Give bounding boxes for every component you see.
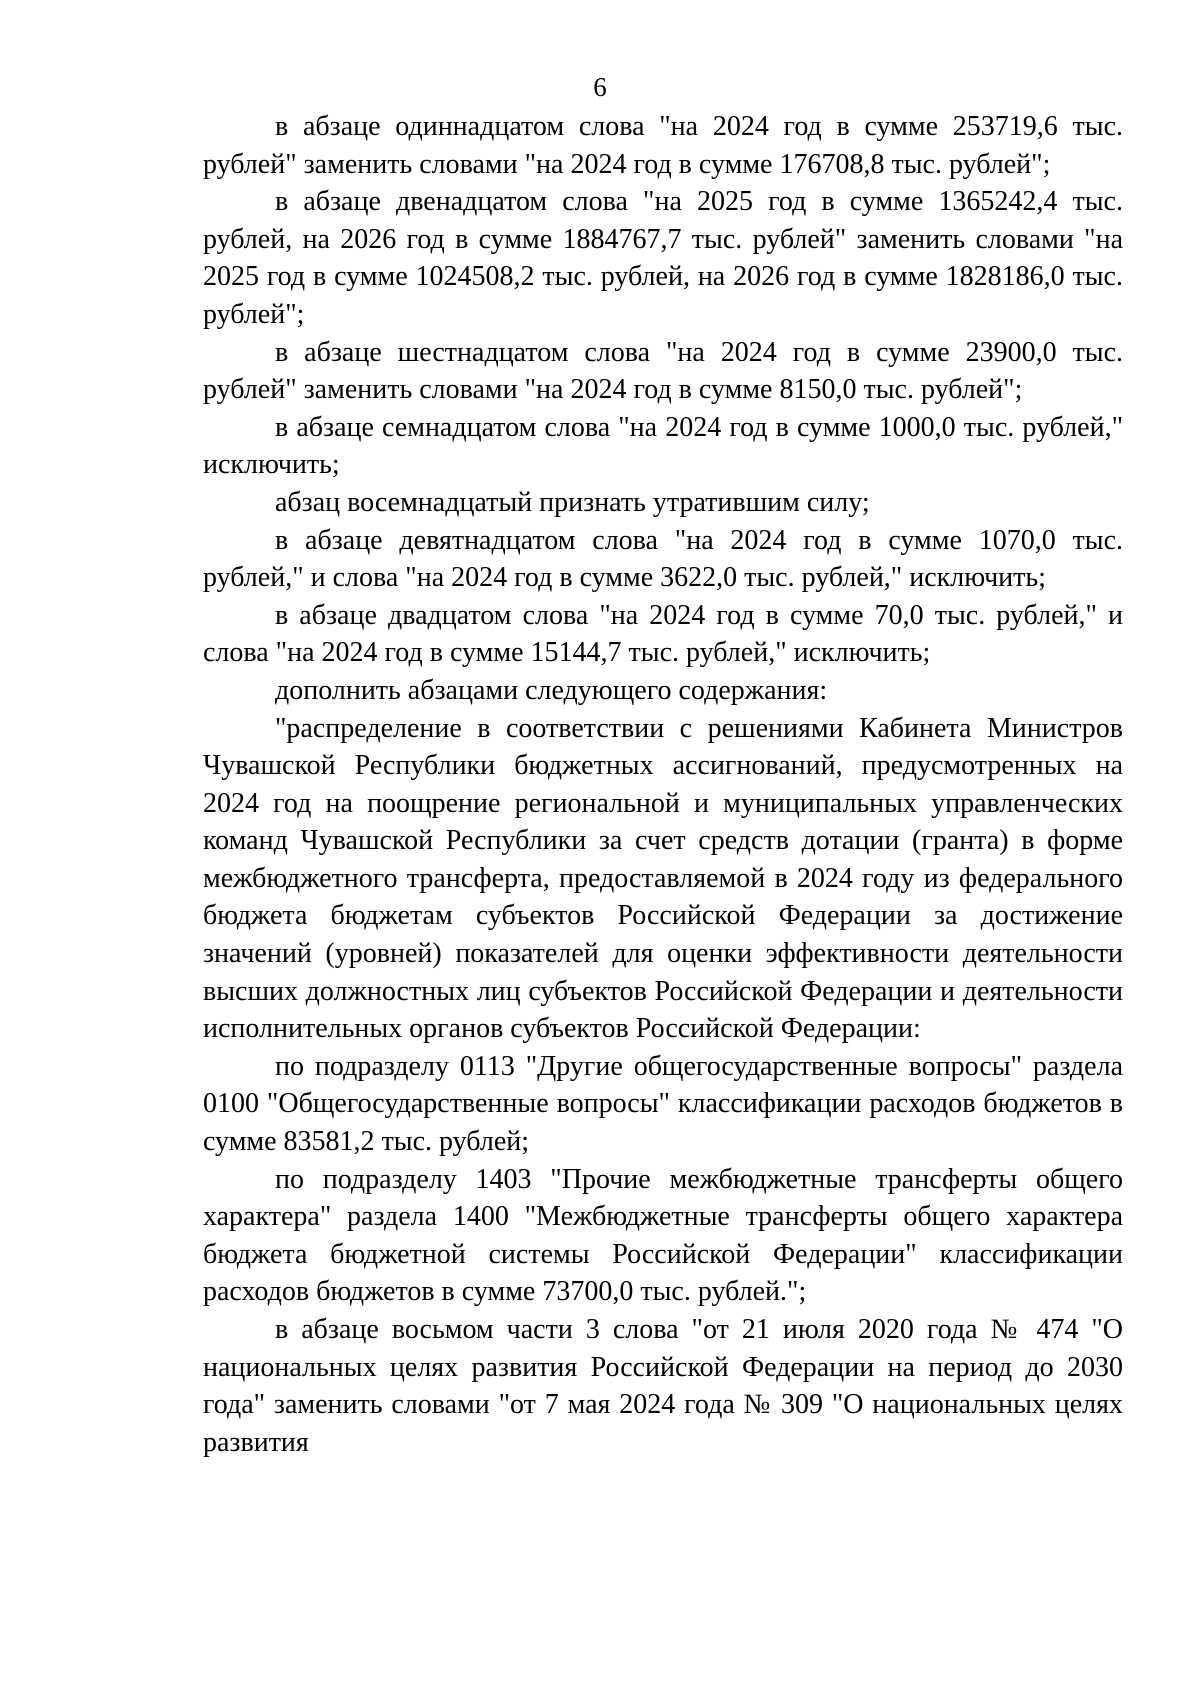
paragraph: в абзаце восьмом части 3 слова "от 21 июля 2020 года № 474 "О национальных целях развития Российской Федерации на период до 2030 года" заменить словами "от 7 мая 2024 года № 309 "О национальных целях развития [203,1314,1123,1458]
paragraph: в абзаце двадцатом слова "на 2024 год в сумме 70,0 тыс. рублей," и слова "на 2024 год в сумме 15144,7 тыс. рублей," исключить; [203,599,1123,669]
document-body [203,108,1123,1461]
paragraph: в абзаце шестнадцатом слова "на 2024 год в сумме 23900,0 тыс. рублей" заменить словами "на 2024 год в сумме 8150,0 тыс. рублей"; [203,336,1123,406]
paragraph: по подразделу 0113 "Другие общегосударственные вопросы" раздела 0100 "Общегосударственные вопросы" классификации расходов бюджетов в сумме 83581,2 тыс. рублей; [203,1050,1123,1158]
paragraph: в абзаце одиннадцатом слова "на 2024 год в сумме 253719,6 тыс. рублей" заменить словами "на 2024 год в сумме 176708,8 тыс. рублей"; [203,111,1123,180]
paragraph: "распределение в соответствии с решениями Кабинета Министров Чувашской Республики бюджетных ассигнований, предусмотренных на 2024 год на поощрение региональной и муниципальных управленческих команд Чувашской Республики за счет средств дотации (гранта) в форме межбюджетного трансферта, предоставляемой в 2024 году из федерального бюджета бюджетам субъектов Российской Федерации за достижение значений (уровней) показателей для оценки эффективности деятельности высших должностных лиц субъектов Российской Федерации и деятельности исполнительных органов субъектов Российской Федерации: [203,712,1123,1045]
paragraph: абзац восемнадцатый признать утратившим силу; [275,486,870,518]
paragraph: в абзаце двенадцатом слова "на 2025 год в сумме 1365242,4 тыс. рублей, на 2026 год в сумме 1884767,7 тыс. рублей" заменить словами "на 2025 год в сумме 1024508,2 тыс. рублей, на 2026 год в сумме 1828186,0 тыс. рублей"; [203,186,1123,330]
paragraph: дополнить абзацами следующего содержания: [275,674,828,706]
paragraph: по подразделу 1403 "Прочие межбюджетные трансферты общего характера" раздела 1400 "Межбюджетные трансферты общего характера бюджета бюджетной системы Российской Федерации" классификации расходов бюджетов в сумме 73700,0 тыс. рублей."; [203,1163,1123,1308]
paragraph: в абзаце девятнадцатом слова "на 2024 год в сумме 1070,0 тыс. рублей," и слова "на 2024 год в сумме 3622,0 тыс. рублей," исключить; [203,524,1123,594]
page-number: 6 [593,72,607,102]
paragraph: в абзаце семнадцатом слова "на 2024 год в сумме 1000,0 тыс. рублей," исключить; [203,411,1123,481]
